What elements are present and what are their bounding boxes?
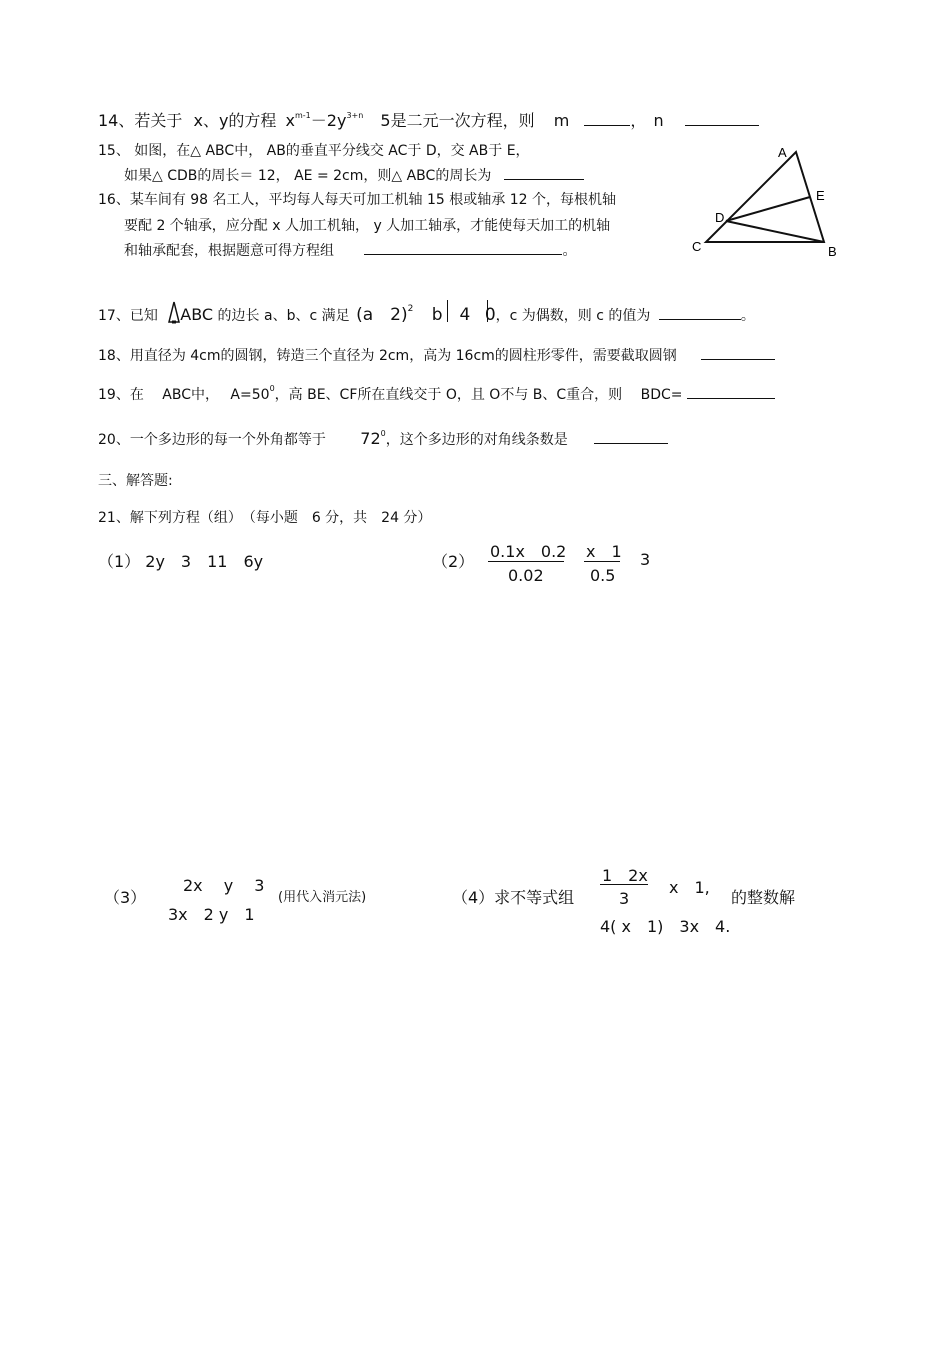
q14-num: 14、若关于	[98, 111, 183, 130]
q14-n-blank[interactable]	[685, 124, 759, 126]
q14-mid: 的方程	[228, 111, 277, 130]
q14-x: x	[285, 111, 295, 130]
q17-abs-right-bar	[487, 300, 488, 322]
q21-p2-label: （2）	[432, 552, 475, 571]
question-21-title: 21、解下列方程（组） （每小题 6 分，共 24 分）	[98, 510, 432, 526]
segment-db	[726, 221, 824, 242]
q14-exp1: m-1	[295, 111, 311, 120]
q21-p3-note: (用代入消元法)	[278, 890, 367, 905]
q21-p1-expr: 2y 3 11 6y	[145, 552, 264, 571]
q14-n: n	[653, 111, 664, 130]
q19-degree: 0	[269, 384, 275, 393]
q14-minus: －2y	[310, 111, 347, 130]
triangle-figure	[688, 140, 848, 262]
q21-p3-label: （3）	[104, 888, 147, 907]
q19-tail: ，高 BE、CF所在直线交于 O，且 O不与 B、C重合，则 BDC=	[274, 387, 683, 403]
q20-value: 72	[360, 429, 381, 448]
q21-p2-frac1-line	[488, 561, 564, 562]
q19-text: 19、在 ABC中， A=50	[98, 387, 270, 403]
q21-p3-eq2: 3x 2 y 1	[168, 905, 255, 924]
q19-answer-blank[interactable]	[687, 397, 775, 399]
question-16-line2: 要配 2 个轴承，应分配 x 人加工机轴， y 人加工轴承，才能使每天加工的机轴	[124, 218, 611, 234]
q14-m-blank[interactable]	[584, 124, 630, 126]
q17-end: 。	[740, 308, 755, 324]
label-d: D	[715, 210, 725, 225]
q14-m: m	[553, 111, 570, 130]
q21-p2-num1: 0.1x 0.2	[490, 542, 567, 561]
label-c: C	[692, 239, 702, 254]
label-e: E	[816, 188, 825, 203]
q17-answer-blank[interactable]	[659, 318, 741, 320]
q17-abs-left-bar	[447, 300, 448, 322]
q20-tail: ，这个多边形的对角线条数是	[385, 432, 568, 448]
q16-line3-text: 和轴承配套，根据题意可得方程组	[124, 243, 334, 259]
q17-expr1: (a 2)	[356, 305, 408, 325]
q18-answer-blank[interactable]	[701, 358, 775, 360]
q21-p4-frac-line	[600, 884, 648, 885]
q17-zero: 0	[484, 305, 496, 325]
q21-p3-eq1: 2x y 3	[183, 876, 265, 895]
q20-answer-blank[interactable]	[594, 442, 668, 444]
q17-tail: ，c 为偶数，则 c 的值为	[495, 308, 651, 324]
label-b: B	[828, 244, 837, 259]
q17-b4: b 4	[431, 305, 471, 325]
q17-mid: 的边长 a、b、c 满足	[217, 308, 350, 324]
q20-degree: 0	[380, 429, 386, 438]
triangle-icon	[168, 300, 180, 320]
q14-exp2: 3+n	[346, 111, 364, 120]
q21-p4-den: 3	[619, 889, 630, 908]
question-15-line1: 15、 如图，在△ ABC中， AB的垂直平分线交 AC于 D，交 AB于 E，	[98, 143, 530, 159]
q17-num: 17、已知	[98, 308, 158, 324]
question-19	[98, 384, 775, 404]
q21-part1	[98, 549, 263, 572]
q18-text: 18、用直径为 4cm的圆钢，铸造三个直径为 2cm，高为 16cm的圆柱形零件，需要截取圆钢	[98, 348, 677, 364]
q20-text: 20、一个多边形的每一个外角都等于	[98, 432, 326, 448]
q14-vars: x、y	[193, 111, 229, 130]
q21-p4-label: （4）求不等式组	[452, 888, 575, 907]
q16-answer-blank[interactable]	[364, 253, 562, 255]
question-18	[98, 345, 775, 365]
question-16-line1: 16、某车间有 98 名工人，平均每人每天可加工机轴 15 根或轴承 12 个，每根机轴	[98, 192, 616, 208]
q21-p1-label: （1）	[98, 552, 141, 571]
q21-p4-rhs1: x 1,	[669, 878, 710, 897]
q21-p2-rhs: 3	[640, 550, 651, 569]
q21-p2-den1: 0.02	[508, 566, 544, 585]
q21-p4-num: 1 2x	[602, 866, 648, 885]
label-a: A	[778, 145, 787, 160]
q21-p2-den2: 0.5	[590, 566, 616, 585]
q17-abc: ABC	[180, 305, 214, 324]
q14-five: 5	[380, 111, 391, 130]
question-16-line3	[124, 240, 576, 260]
question-17	[98, 300, 755, 325]
q15-answer-blank[interactable]	[504, 178, 584, 180]
q21-p2-num2: x 1	[586, 542, 622, 561]
q14-tail: 是二元一次方程，则	[390, 111, 535, 130]
question-20	[98, 429, 668, 449]
q15-line2-text: 如果△ CDB的周长＝ 12， AE = 2cm，则△ ABC的周长为	[124, 168, 492, 184]
question-14	[98, 108, 759, 131]
q14-comma: ，	[630, 111, 647, 130]
q21-p4-eq2: 4( x 1) 3x 4.	[600, 917, 731, 936]
q21-p4-tail: 的整数解	[731, 888, 796, 907]
q21-p2-frac2-line	[584, 561, 620, 562]
section-3-heading: 三、解答题:	[98, 473, 173, 489]
q16-end: 。	[562, 243, 577, 259]
question-15-line2	[124, 165, 584, 185]
q17-square: 2	[407, 304, 414, 314]
